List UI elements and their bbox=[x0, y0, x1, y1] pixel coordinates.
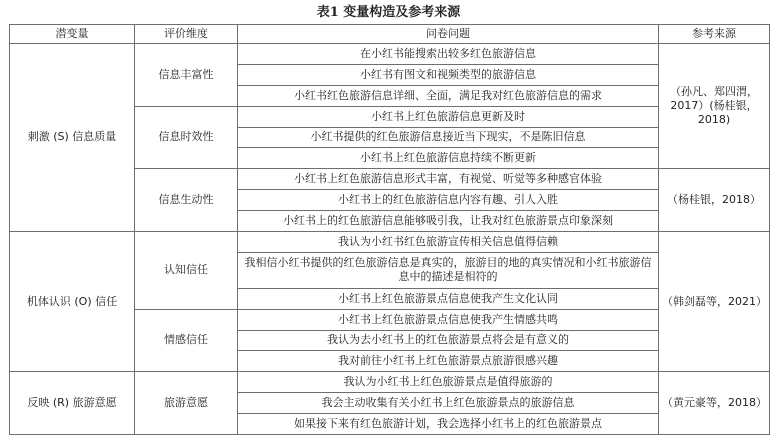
question-cell: 小红书上红色旅游信息持续不断更新 bbox=[238, 148, 659, 169]
latent-variable-cell: 反映 (R) 旅游意愿 bbox=[10, 372, 135, 435]
question-cell: 小红书上的红色旅游信息能够吸引我，让我对红色旅游景点印象深刻 bbox=[238, 211, 659, 232]
dimension-cell: 情感信任 bbox=[135, 309, 238, 372]
table-row bbox=[10, 372, 770, 393]
question-cell: 小红书上红色旅游信息形式丰富，有视觉、听觉等多种感官体验 bbox=[238, 169, 659, 190]
question-cell: 我对前往小红书上红色旅游景点旅游很感兴趣 bbox=[238, 351, 659, 372]
question-cell: 小红书红色旅游信息详细、全面，满足我对红色旅游信息的需求 bbox=[238, 85, 659, 106]
question-cell: 小红书上红色旅游景点信息使我产生文化认同 bbox=[238, 288, 659, 309]
source-cell: （韩剑磊等，2021） bbox=[659, 231, 770, 371]
question-cell: 我会主动收集有关小红书上红色旅游景点的旅游信息 bbox=[238, 393, 659, 414]
source-cell: （孙凡、郑四渭，2017）(杨桂银，2018) bbox=[659, 44, 770, 169]
question-cell: 小红书提供的红色旅游信息接近当下现实，不是陈旧信息 bbox=[238, 127, 659, 148]
table-row bbox=[10, 231, 770, 252]
question-cell: 小红书上的红色旅游信息内容有趣、引人入胜 bbox=[238, 190, 659, 211]
header-source: 参考来源 bbox=[659, 25, 770, 44]
question-cell: 我认为去小红书上的红色旅游景点将会是有意义的 bbox=[238, 330, 659, 351]
table-row bbox=[10, 44, 770, 65]
dimension-cell: 认知信任 bbox=[135, 231, 238, 309]
dimension-cell: 旅游意愿 bbox=[135, 372, 238, 435]
dimension-cell: 信息生动性 bbox=[135, 169, 238, 232]
question-cell: 我认为小红书上红色旅游景点是值得旅游的 bbox=[238, 372, 659, 393]
header-question: 问卷问题 bbox=[238, 25, 659, 44]
header-latent-variable: 潜变量 bbox=[10, 25, 135, 44]
source-cell: （杨桂银，2018） bbox=[659, 169, 770, 232]
latent-variable-cell: 刺激 (S) 信息质量 bbox=[10, 44, 135, 232]
question-cell: 在小红书能搜索出较多红色旅游信息 bbox=[238, 44, 659, 65]
question-cell: 小红书有图文和视频类型的旅游信息 bbox=[238, 64, 659, 85]
header-row bbox=[10, 25, 770, 44]
header-dimension: 评价维度 bbox=[135, 25, 238, 44]
dimension-cell: 信息丰富性 bbox=[135, 44, 238, 107]
variable-table bbox=[9, 24, 770, 435]
question-cell: 小红书上红色旅游景点信息使我产生情感共鸣 bbox=[238, 309, 659, 330]
latent-variable-cell: 机体认识 (O) 信任 bbox=[10, 231, 135, 371]
question-cell: 如果接下来有红色旅游计划，我会选择小红书上的红色旅游景点 bbox=[238, 414, 659, 435]
question-cell: 小红书上红色旅游信息更新及时 bbox=[238, 106, 659, 127]
table-caption: 表1 变量构造及参考来源 bbox=[316, 5, 461, 20]
question-cell: 我相信小红书提供的红色旅游信息是真实的，旅游目的地的真实情况和小红书旅游信息中的描述是相符的 bbox=[238, 252, 659, 288]
question-cell: 我认为小红书红色旅游宣传相关信息值得信赖 bbox=[238, 231, 659, 252]
source-cell: （黄元豪等，2018） bbox=[659, 372, 770, 435]
dimension-cell: 信息时效性 bbox=[135, 106, 238, 169]
